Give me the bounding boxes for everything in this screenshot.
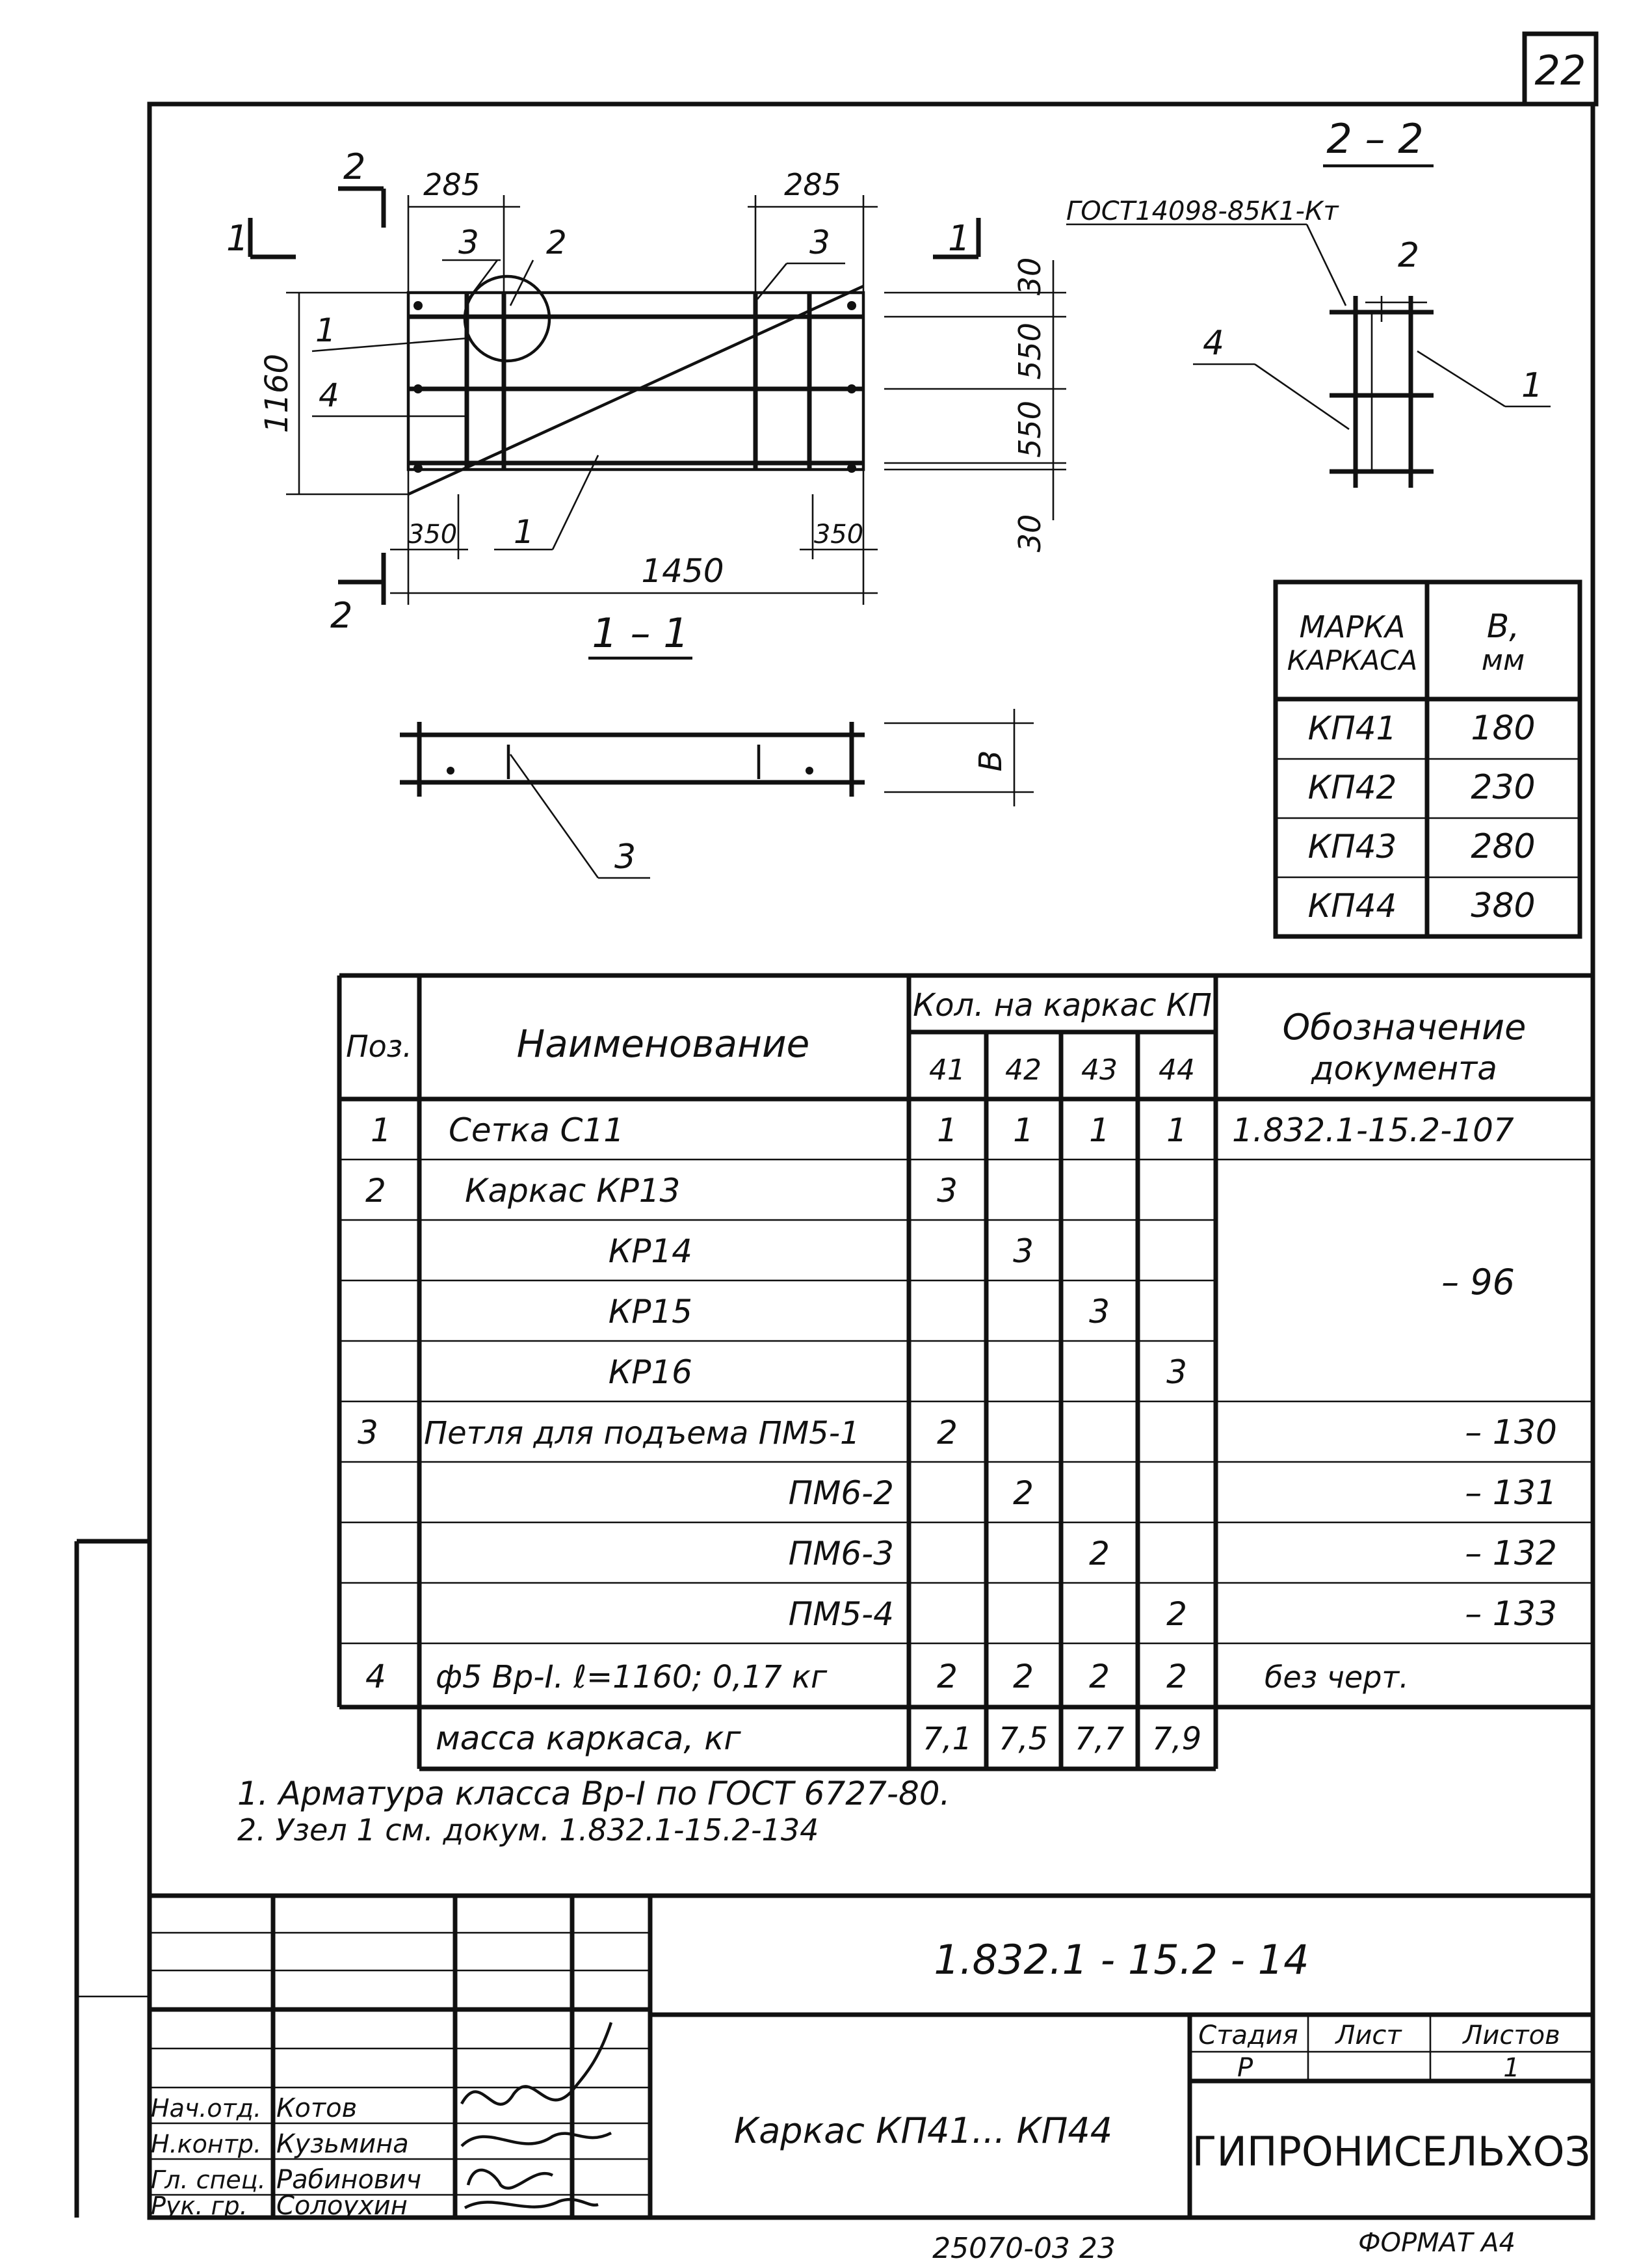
b-table [1276, 582, 1580, 936]
spec-row-q: 2 [1166, 1595, 1187, 1633]
spec-table [339, 975, 1593, 1769]
spec-row-pos: 2 [365, 1172, 386, 1210]
spec-header-q41: 41 [929, 1054, 965, 1087]
spec-row-doc: – 130 [1465, 1413, 1557, 1452]
spec-row-q: 3 [1089, 1293, 1110, 1331]
b-table-value: 380 [1471, 886, 1536, 925]
tb-role: Рук. гр. [151, 2192, 248, 2220]
spec-merged-doc: – 96 [1441, 1262, 1515, 1303]
tb-name: Солоухин [276, 2191, 408, 2221]
b-table-value: 180 [1471, 709, 1536, 748]
drawing-frame [150, 104, 1593, 2218]
section-2-2-view [1066, 115, 1551, 488]
item-title: Каркас КП41... КП44 [733, 2110, 1113, 2151]
signature-kuzmina [462, 2133, 611, 2146]
section-dot [447, 767, 454, 775]
spec-header-q43: 43 [1081, 1054, 1118, 1087]
dim-30-top: 30 [1012, 257, 1047, 296]
spec-row-q: 3 [1013, 1232, 1034, 1270]
tb-name: Рабинович [276, 2165, 422, 2195]
spec-header-doc-2: документа [1311, 1050, 1497, 1087]
dim-550-a: 550 [1012, 323, 1047, 380]
spec-header-q42: 42 [1005, 1054, 1042, 1087]
section-2-2-title: 2 – 2 [1326, 115, 1424, 163]
spec-row-q: 1 [1089, 1111, 1110, 1149]
tb-name: Котов [276, 2093, 358, 2123]
sheet-format: ФОРМАТ А4 [1358, 2228, 1515, 2258]
dim-285-right: 285 [784, 167, 841, 202]
spec-row-name: ПМ5-4 [788, 1595, 894, 1633]
leader [1307, 224, 1346, 306]
dim-350-left: 350 [407, 520, 458, 550]
dim-550-b: 550 [1012, 401, 1047, 458]
spec-header-q44: 44 [1159, 1054, 1195, 1087]
leader [510, 754, 598, 878]
section-1-mark-left: 1 [226, 218, 249, 259]
signature-rabinovich [468, 2170, 553, 2188]
tb-sheet-header: Лист [1335, 2021, 1402, 2050]
section-1-1-pos-3: 3 [614, 838, 636, 877]
dim-b: B [973, 750, 1009, 772]
title-block [150, 1896, 1593, 2221]
dim-285-left: 285 [423, 167, 480, 202]
section-1-1-view [400, 709, 1034, 878]
spec-row-name: ПМ6-3 [788, 1535, 894, 1572]
tb-sheets-value: 1 [1503, 2053, 1520, 2083]
plan-contour [408, 293, 863, 470]
pos-4: 4 [319, 377, 339, 414]
section-2-mark-bottom: 2 [330, 595, 353, 636]
b-table-mark: КП42 [1307, 769, 1397, 806]
spec-row-name: КР15 [608, 1293, 692, 1331]
spec-row-q: 2 [1013, 1658, 1034, 1695]
spec-mass-q: 7,5 [998, 1721, 1049, 1757]
pos-2: 2 [546, 224, 567, 261]
section-dot [806, 767, 813, 775]
signature-kotov [462, 2022, 611, 2104]
leader [1417, 351, 1505, 406]
tb-role: Н.контр. [151, 2130, 262, 2158]
pos-1-a: 1 [315, 312, 336, 349]
spec-row-doc: – 132 [1465, 1534, 1557, 1573]
spec-row-name: КР14 [608, 1232, 692, 1270]
dim-350-right: 350 [813, 520, 864, 550]
plan-dot [847, 301, 856, 310]
section-2-2-pos-4: 4 [1203, 324, 1225, 363]
spec-row-q: 3 [1166, 1353, 1187, 1391]
dim-1450: 1450 [641, 552, 724, 590]
sheet-number: 22 [1534, 47, 1586, 94]
spec-mass-q: 7,1 [922, 1721, 973, 1757]
tb-organization: ГИПРОНИСЕЛЬХОЗ [1192, 2128, 1591, 2175]
section-1-mark-right: 1 [948, 218, 971, 259]
spec-mass-label: масса каркаса, кг [436, 1719, 741, 1757]
spec-header-doc-1: Обозначение [1282, 1007, 1527, 1048]
spec-row-q: 2 [1013, 1474, 1034, 1512]
spec-row-q: 2 [1089, 1658, 1110, 1695]
spec-row-pos: 4 [365, 1658, 386, 1695]
b-table-header-b-1: В, [1486, 607, 1520, 645]
b-table-mark: КП44 [1307, 887, 1397, 925]
spec-row-q: 1 [937, 1111, 958, 1149]
spec-row-pos: 1 [371, 1111, 391, 1149]
plan-view [226, 146, 1066, 658]
section-2-mark-top: 2 [343, 146, 366, 187]
spec-row-doc: – 133 [1465, 1595, 1557, 1634]
spec-mass-q: 7,9 [1151, 1721, 1202, 1757]
spec-row-name: ПМ6-2 [788, 1474, 894, 1512]
spec-row-q: 1 [1013, 1111, 1034, 1149]
tb-stage-header: Стадия [1198, 2021, 1298, 2050]
spec-row-q: 2 [1166, 1658, 1187, 1695]
b-table-header-b-2: мм [1481, 644, 1525, 677]
plan-dot [413, 301, 423, 310]
spec-row-name: Петля для подъема ПМ5-1 [424, 1415, 860, 1452]
tb-stage-value: Р [1237, 2053, 1253, 2083]
b-table-header-mark-1: МАРКА [1299, 609, 1406, 644]
section-2-2-pos-1: 1 [1521, 366, 1543, 405]
spec-row-doc: – 131 [1465, 1474, 1557, 1513]
tb-sheets-header: Листов [1463, 2021, 1560, 2050]
b-table-value: 230 [1471, 768, 1536, 807]
b-table-header-mark-2: КАРКАСА [1287, 644, 1418, 676]
spec-mass-q: 7,7 [1074, 1721, 1125, 1757]
note-2: 2. Узел 1 см. докум. 1.832.1-15.2-134 [237, 1812, 819, 1848]
section-2-2-pos-2: 2 [1398, 236, 1420, 275]
tb-name: Кузьмина [276, 2129, 409, 2159]
spec-header-pos: Поз. [346, 1029, 412, 1064]
spec-row-doc: без черт. [1265, 1660, 1409, 1695]
spec-row-name: КР16 [608, 1353, 692, 1391]
pos-3-a: 3 [458, 224, 479, 261]
dim-1160: 1160 [259, 353, 295, 434]
b-table-mark: КП43 [1307, 828, 1397, 866]
plan-dot [413, 384, 423, 393]
pos-3-b: 3 [809, 224, 830, 261]
spec-row-pos: 3 [358, 1414, 378, 1452]
b-table-mark: КП41 [1307, 709, 1397, 747]
spec-row-q: 3 [937, 1172, 958, 1210]
tb-role: Нач.отд. [151, 2094, 262, 2123]
doc-number: 1.832.1 - 15.2 - 14 [934, 1936, 1309, 1983]
pos-1-b: 1 [514, 513, 534, 551]
note-1: 1. Арматура класса Вр-I по ГОСТ 6727-80. [237, 1775, 951, 1812]
spec-row-q: 2 [1089, 1535, 1110, 1572]
spec-row-name: Сетка С11 [449, 1111, 625, 1149]
tb-role: Гл. спец. [151, 2166, 266, 2194]
spec-row-q: 1 [1166, 1111, 1187, 1149]
section-2-2-standard: ГОСТ14098-85К1-Кт [1066, 196, 1339, 226]
spec-row-doc: 1.832.1-15.2-107 [1232, 1111, 1514, 1149]
signature-soloukhin [465, 2199, 598, 2208]
spec-header-name: Наименование [516, 1022, 810, 1066]
plan-dot [847, 464, 856, 473]
b-table-value: 280 [1471, 827, 1536, 866]
spec-row-name: ф5 Вр-I. ℓ=1160; 0,17 кг [436, 1659, 828, 1695]
spec-row-q: 2 [937, 1414, 958, 1452]
dim-30-bottom: 30 [1012, 514, 1047, 553]
plan-dot [413, 464, 423, 473]
spec-row-name: Каркас КР13 [465, 1172, 681, 1210]
spec-header-qty: Кол. на каркас КП [913, 987, 1212, 1024]
section-1-1-title: 1 – 1 [592, 609, 689, 657]
plan-dot [847, 384, 856, 393]
spec-row-q: 2 [937, 1658, 958, 1695]
archive-number: 25070-03 23 [932, 2232, 1116, 2265]
